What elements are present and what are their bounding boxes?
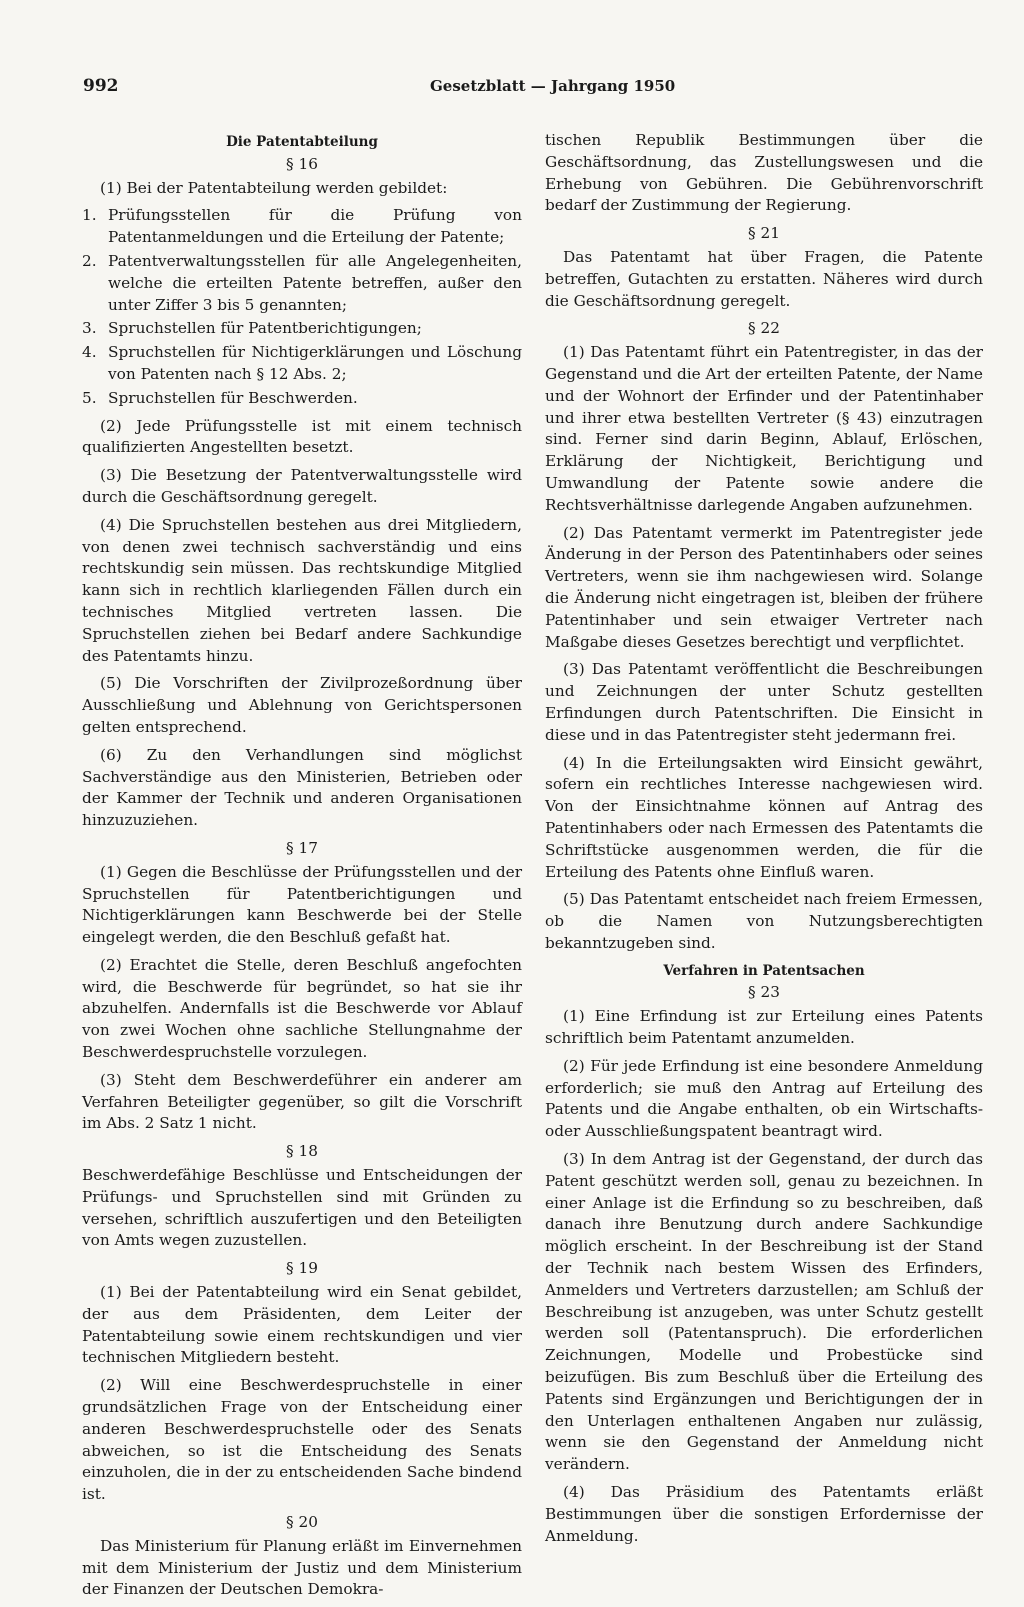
paragraph: (1) Gegen die Beschlüsse der Prüfungsstellen und der Spruchstellen für Patentberichtigungen und Nichtigerklärungen kann Beschwerde bei der Stelle eingelegt werden, die den Beschluß gefaßt hat. bbox=[82, 862, 522, 947]
paragraph: Das Patentamt hat über Fragen, die Patente betreffen, Gutachten zu erstatten. Näheres wird durch die Geschäftsordnung geregelt. bbox=[545, 247, 983, 310]
right-column bbox=[545, 130, 983, 1553]
list-item: 4. Spruchstellen für Nichtigerklärungen und Löschung von Patenten nach § 12 Abs. 2; bbox=[82, 343, 522, 383]
section-21-title: § 21 bbox=[748, 224, 780, 243]
left-column bbox=[82, 130, 522, 1607]
section-18-title: § 18 bbox=[286, 1142, 318, 1161]
paragraph: (4) Das Präsidium des Patentamts erläßt Bestimmungen über die sonstigen Erfordernisse der Anmeldung. bbox=[545, 1483, 983, 1545]
paragraph: (1) Bei der Patentabteilung wird ein Senat gebildet, der aus dem Präsidenten, dem Leiter der Patentabteilung sowie einem rechtskundigen und vier technischen Mitgliedern besteht. bbox=[82, 1283, 522, 1367]
paragraph: (5) Die Vorschriften der Zivilprozeßordnung über Ausschließung und Ablehnung von Gerichtspersonen gelten entsprechend. bbox=[82, 674, 522, 736]
paragraph: (4) Die Spruchstellen bestehen aus drei Mitgliedern, von denen zwei technisch sachverständig und eins rechtskundig sein müssen. Das rechtskundige Mitglied kann sich in rechtlich klarliegenden Fällen durch ein technisches Mitglied vertreten lassen. Die Spruchstellen ziehen bei Bedarf andere Sachkundige des Patentamts hinzu. bbox=[82, 515, 522, 665]
page-number: 992 bbox=[83, 76, 119, 96]
section-23-title: § 23 bbox=[748, 983, 780, 1002]
heading-verfahren: Verfahren in Patentsachen bbox=[663, 962, 865, 979]
paragraph: (6) Zu den Verhandlungen sind möglichst Sachverständige aus den Ministerien, Betrieben oder der Kammer der Technik und anderen Organisationen hinzuzuziehen. bbox=[82, 745, 522, 830]
paragraph: (1) Das Patentamt führt ein Patentregister, in das der Gegenstand und die Art der erteilten Patente, der Name und der Wohnort der Erfinder und der Patentinhaber und ihrer etwa bestellten Vertreter (§ 43) einzutragen sind. Ferner sind darin Beginn, Ablauf, Erlöschen, Erklärung der Nichtigkeit, Berichtigung und Umwandlung der Patente sowie andere die Rechtsverhältnisse darlegende Angaben aufzunehmen. bbox=[545, 343, 983, 514]
paragraph: (1) Bei der Patentabteilung werden gebildet: bbox=[100, 178, 448, 197]
paragraph: (4) In die Erteilungsakten wird Einsicht gewährt, sofern ein rechtliches Interesse nachgewiesen wird. Von der Einsichtnahme können auf Antrag des Patentinhabers oder nach Ermessen des Patentamts die Schriftstücke ausgenommen werden, die für die Erteilung des Patents ohne Einfluß waren. bbox=[545, 753, 983, 881]
paragraph: (2) Jede Prüfungsstelle ist mit einem technisch qualifizierten Angestellten besetzt. bbox=[82, 416, 522, 457]
paragraph: (3) In dem Antrag ist der Gegenstand, der durch das Patent geschützt werden soll, genau zu bezeichnen. In einer Anlage ist die Erfindung so zu beschreiben, daß danach ihre Benutzung durch andere Sachkundige möglich erscheint. In der Beschreibung ist der Stand der Technik nach bestem Wissen des Erfinders, Anmelders und Vertreters darzustellen; am Schluß der Beschreibung ist anzugeben, was unter Schutz gestellt werden soll (Patentanspruch). Die erforderlichen Zeichnungen, Modelle und Probestücke sind beizufügen. Bis zum Beschluß über die Erteilung des Patents sind Ergänzungen und Berichtigungen der in den Unterlagen enthaltenen Angaben nur zulässig, wenn sie den Gegenstand der Anmeldung nicht verändern. bbox=[545, 1150, 983, 1474]
list-item: 3. Spruchstellen für Patentberichtigungen; bbox=[82, 319, 422, 338]
section-19-title: § 19 bbox=[286, 1259, 318, 1278]
paragraph: (1) Eine Erfindung ist zur Erteilung eines Patents schriftlich beim Patentamt anzumelden. bbox=[545, 1007, 983, 1048]
list-item: 2. Patentverwaltungsstellen für alle Angelegenheiten, welche die erteilten Patente betreffen, außer den unter Ziffer 3 bis 5 genannten; bbox=[82, 251, 522, 314]
list-item: 5. Spruchstellen für Beschwerden. bbox=[82, 388, 358, 407]
paragraph: Das Ministerium für Planung erläßt im Einvernehmen mit dem Ministerium der Justiz und dem Ministerium der Finanzen der Deutschen Demokra- bbox=[82, 1536, 522, 1599]
paragraph: (2) Das Patentamt vermerkt im Patentregister jede Änderung in der Person des Patentinhabers oder seines Vertreters, wenn sie ihm nachgewiesen wird. Solange die Änderung nicht eingetragen ist, bleiben der frühere Patentinhaber und sein etwaiger Vertreter nach Maßgabe dieses Gesetzes berechtigt und verpflichtet. bbox=[545, 523, 983, 651]
paragraph: (3) Das Patentamt veröffentlicht die Beschreibungen und Zeichnungen der unter Schutz gestellten Erfindungen durch Patentschriften. Die Einsicht in diese und in das Patentregister steht jedermann frei. bbox=[545, 660, 983, 744]
paragraph: (2) Will eine Beschwerdespruchstelle in einer grundsätzlichen Frage von der Entscheidung einer anderen Beschwerdespruchstelle oder des Senats abweichen, so ist die Entscheidung des Senats einzuholen, die in der zu entscheidenden Sache bindend ist. bbox=[82, 1376, 522, 1504]
paragraph: (2) Erachtet die Stelle, deren Beschluß angefochten wird, die Beschwerde für begründet, so hat sie ihr abzuhelfen. Andernfalls ist die Beschwerde vor Ablauf von zwei Wochen ohne sachliche Stellungnahme der Beschwerdespruchstelle vorzulegen. bbox=[82, 955, 522, 1062]
section-16-title: § 16 bbox=[286, 154, 318, 173]
paragraph: (3) Die Besetzung der Patentverwaltungsstelle wird durch die Geschäftsordnung geregelt. bbox=[82, 466, 522, 506]
paragraph: Beschwerdefähige Beschlüsse und Entscheidungen der Prüfungs- und Spruchstellen sind mit Gründen zu versehen, schriftlich auszufertigen und den Beteiligten von Amts wegen zuzustellen. bbox=[82, 1166, 522, 1250]
paragraph: (5) Das Patentamt entscheidet nach freiem Ermessen, ob die Namen von Nutzungsberechtigten bekanntzugeben sind. bbox=[545, 890, 983, 952]
section-20-title: § 20 bbox=[286, 1513, 318, 1532]
section-17-title: § 17 bbox=[286, 838, 318, 857]
list-item: 1. Prüfungsstellen für die Prüfung von Patentanmeldungen und die Erteilung der Patente; bbox=[82, 206, 522, 247]
paragraph: tischen Republik Bestimmungen über die Geschäftsordnung, das Zustellungswesen und die Erhebung von Gebühren. Die Gebührenvorschrift bedarf der Zustimmung der Regierung. bbox=[545, 131, 983, 215]
journal-title: Gesetzblatt — Jahrgang 1950 bbox=[430, 77, 676, 95]
section-22-title: § 22 bbox=[748, 319, 780, 338]
paragraph: (2) Für jede Erfindung ist eine besondere Anmeldung erforderlich; sie muß den Antrag auf Erteilung des Patents und die Angabe enthalten, ob ein Wirtschafts- oder Ausschließungspatent beantragt wird. bbox=[545, 1056, 983, 1141]
heading-patentabteilung: Die Patentabteilung bbox=[226, 134, 378, 150]
paragraph: (3) Steht dem Beschwerdeführer ein anderer am Verfahren Beteiligter gegenüber, so gilt die Vorschrift im Abs. 2 Satz 1 nicht. bbox=[82, 1070, 522, 1133]
